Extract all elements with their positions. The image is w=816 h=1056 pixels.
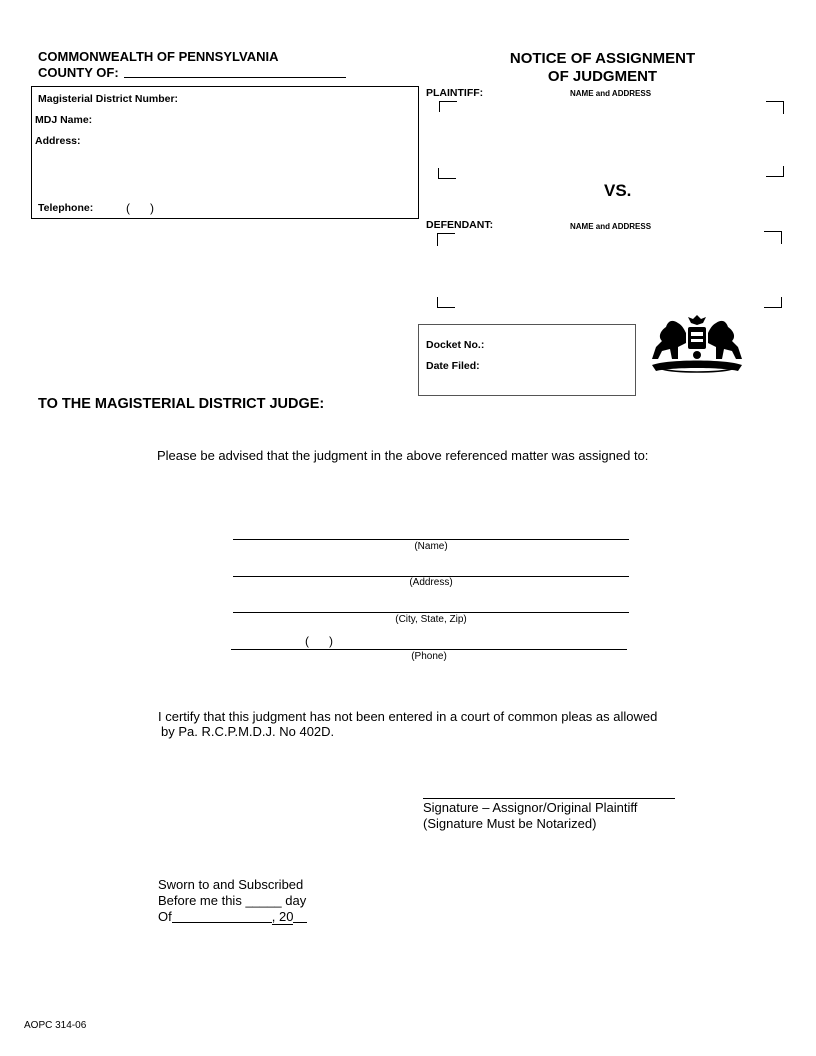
county-input-line[interactable]	[124, 77, 346, 78]
mdj-name-label: MDJ Name:	[35, 114, 93, 126]
notary-line3	[158, 909, 307, 924]
form-title-line1: NOTICE OF ASSIGNMENT	[509, 50, 696, 67]
district-number-label: Magisterial District Number:	[38, 93, 179, 105]
phone-parens: ( )	[305, 634, 333, 648]
defendant-corner-bottom-left	[437, 297, 455, 308]
plaintiff-corner-bottom-left	[438, 168, 456, 179]
signature-caption-line1: Signature – Assignor/Original Plaintiff	[423, 800, 638, 815]
telephone-parens: ( )	[126, 201, 154, 215]
docket-number-label: Docket No.:	[426, 339, 485, 351]
defendant-corner-top-right	[764, 231, 782, 244]
phone-input-line[interactable]	[231, 649, 627, 650]
county-label: COUNTY OF:	[38, 65, 119, 80]
certify-text-line2: by Pa. R.C.P.M.D.J. No 402D.	[161, 724, 335, 739]
notary-year-blank[interactable]	[293, 910, 307, 923]
to-magisterial-judge-heading: TO THE MAGISTERIAL DISTRICT JUDGE:	[38, 396, 325, 412]
name-caption: (Name)	[414, 541, 448, 552]
defendant-name-address-caption: NAME and ADDRESS	[570, 222, 652, 231]
phone-caption: (Phone)	[411, 651, 447, 662]
notary-line1: Sworn to and Subscribed	[158, 877, 304, 892]
notary-line2	[158, 893, 306, 908]
address-caption: (Address)	[409, 577, 453, 588]
city-state-zip-caption: (City, State, Zip)	[395, 614, 467, 625]
form-title-line2: OF JUDGMENT	[547, 68, 658, 85]
defendant-label: DEFENDANT:	[426, 219, 494, 231]
address-label: Address:	[35, 135, 81, 147]
certify-text-line1: I certify that this judgment has not been entered in a court of common pleas as allowed	[158, 709, 658, 724]
name-input-line[interactable]	[233, 539, 629, 540]
signature-caption-line2: (Signature Must be Notarized)	[423, 816, 597, 831]
versus-label: VS.	[604, 181, 632, 200]
telephone-label: Telephone:	[38, 202, 94, 214]
plaintiff-corner-bottom-right	[766, 166, 784, 177]
notary-day-text: day	[285, 893, 307, 908]
defendant-corner-top-left	[437, 233, 455, 246]
city-state-zip-input-line[interactable]	[233, 612, 629, 613]
notary-month-blank[interactable]	[172, 910, 272, 923]
plaintiff-corner-top-left	[439, 101, 457, 112]
pennsylvania-coat-of-arms-icon	[648, 313, 746, 377]
plaintiff-label: PLAINTIFF:	[426, 87, 484, 99]
signature-line[interactable]	[423, 798, 675, 799]
commonwealth-heading: COMMONWEALTH OF PENNSYLVANIA	[38, 49, 279, 64]
defendant-corner-bottom-right	[764, 297, 782, 308]
date-filed-label: Date Filed:	[426, 360, 480, 372]
advisory-text: Please be advised that the judgment in the above referenced matter was assigned to:	[157, 448, 649, 463]
notary-before-me-text: Before me this	[158, 893, 242, 908]
court-info-box	[31, 86, 419, 219]
form-code: AOPC 314-06	[24, 1020, 87, 1031]
plaintiff-corner-top-right	[766, 101, 784, 114]
notary-of-text: Of	[158, 909, 172, 924]
plaintiff-name-address-caption: NAME and ADDRESS	[570, 89, 652, 98]
notary-year-text: , 20	[271, 909, 294, 924]
notary-day-blank[interactable]: _____	[245, 893, 282, 908]
